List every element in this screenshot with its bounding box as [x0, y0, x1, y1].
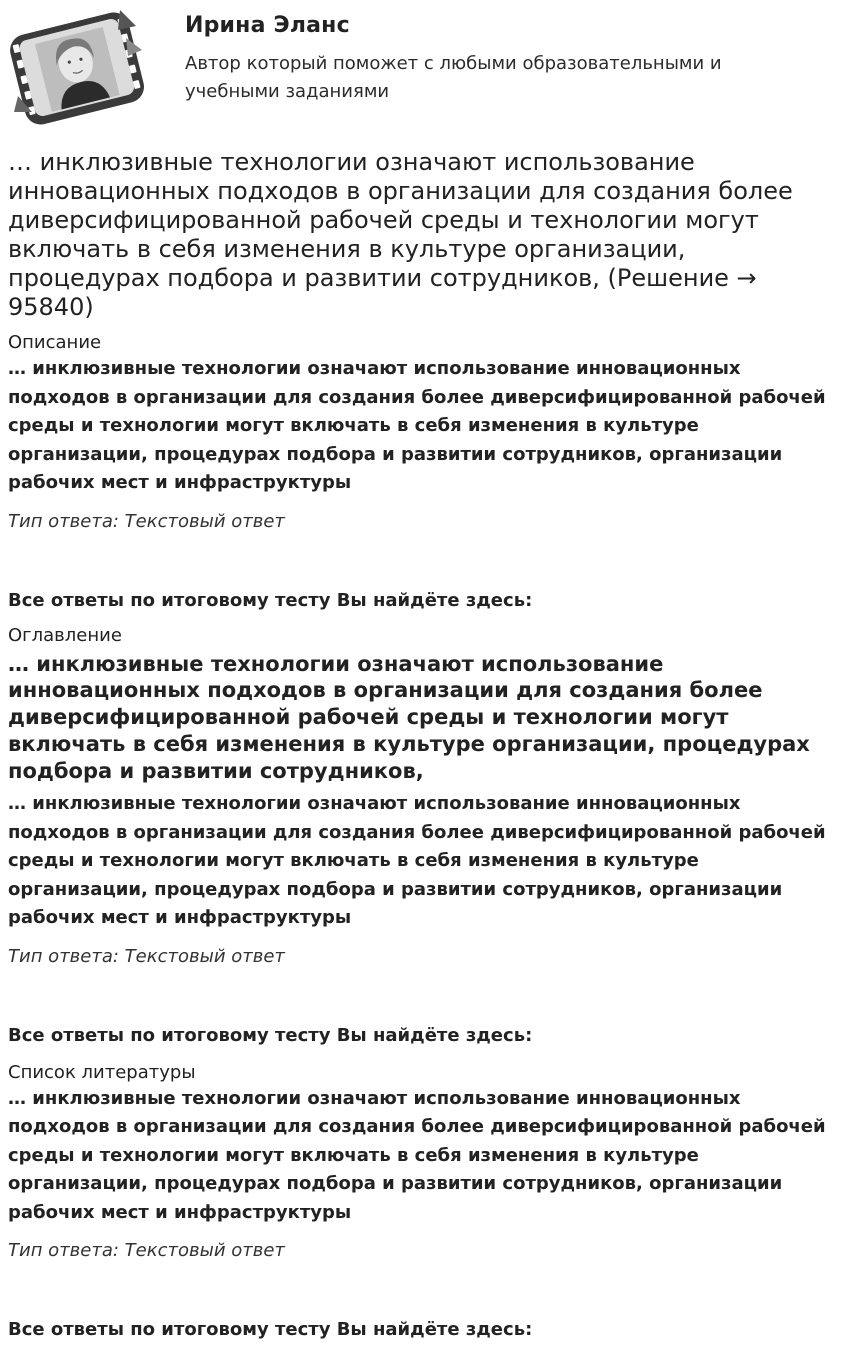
section-text: … инклюзивные технологии означают использование инновационных подходов в организации для создания более диверсифицированной рабочей среды и технологии могут включать в себя изменения в культуре организации, процедурах подбора и развитии сотрудников, организации рабочих мест и инфраструктуры [8, 1087, 826, 1223]
all-answers-link-text: Все ответы по итоговому тесту Вы найдёте здесь: [8, 589, 533, 611]
section-heading: … инклюзивные технологии означают использование инновационных подходов в организации для создания более диверсифицированной рабочей среды и технологии могут включать в себя изменения в культуре организации, процедурах подбора и развитии сотрудников, [8, 651, 810, 783]
author-header [0, 0, 847, 140]
answer-type: Тип ответа: Текстовый ответ [8, 945, 285, 967]
content [0, 148, 847, 1341]
section-references [8, 1062, 839, 1342]
section-text: … инклюзивные технологии означают использование инновационных подходов в организации для создания более диверсифицированной рабочей среды и технологии могут включать в себя изменения в культуре организации, процедурах подбора и развитии сотрудников, организации рабочих мест и инфраструктуры [8, 358, 826, 493]
section-toc [8, 625, 839, 1047]
author-name: Ирина Эланс [185, 13, 350, 38]
section-label: Оглавление [8, 624, 122, 646]
section-description [8, 332, 839, 612]
all-answers-link-text: Все ответы по итоговому тесту Вы найдёте здесь: [8, 1024, 533, 1046]
section-label: Список литературы [8, 1061, 196, 1083]
author-description: Автор который поможет с любыми образовательными и учебными заданиями [185, 53, 722, 102]
author-avatar [8, 8, 150, 126]
answer-type: Тип ответа: Текстовый ответ [8, 1240, 285, 1262]
section-label: Описание [8, 332, 102, 353]
all-answers-link-text: Все ответы по итоговому тесту Вы найдёте здесь: [8, 1319, 533, 1341]
page-title: … инклюзивные технологии означают использование инновационных подходов в организации для создания более диверсифицированной рабочей среды и технологии могут включать в себя изменения в культуре организации, процедурах подбора и развитии сотрудников, (Решение → 95840) [8, 148, 793, 321]
section-text: … инклюзивные технологии означают использование инновационных подходов в организации для создания более диверсифицированной рабочей среды и технологии могут включать в себя изменения в культуре организации, процедурах подбора и развитии сотрудников, организации рабочих мест и инфраструктуры [8, 793, 826, 929]
answer-type: Тип ответа: Текстовый ответ [8, 510, 285, 532]
